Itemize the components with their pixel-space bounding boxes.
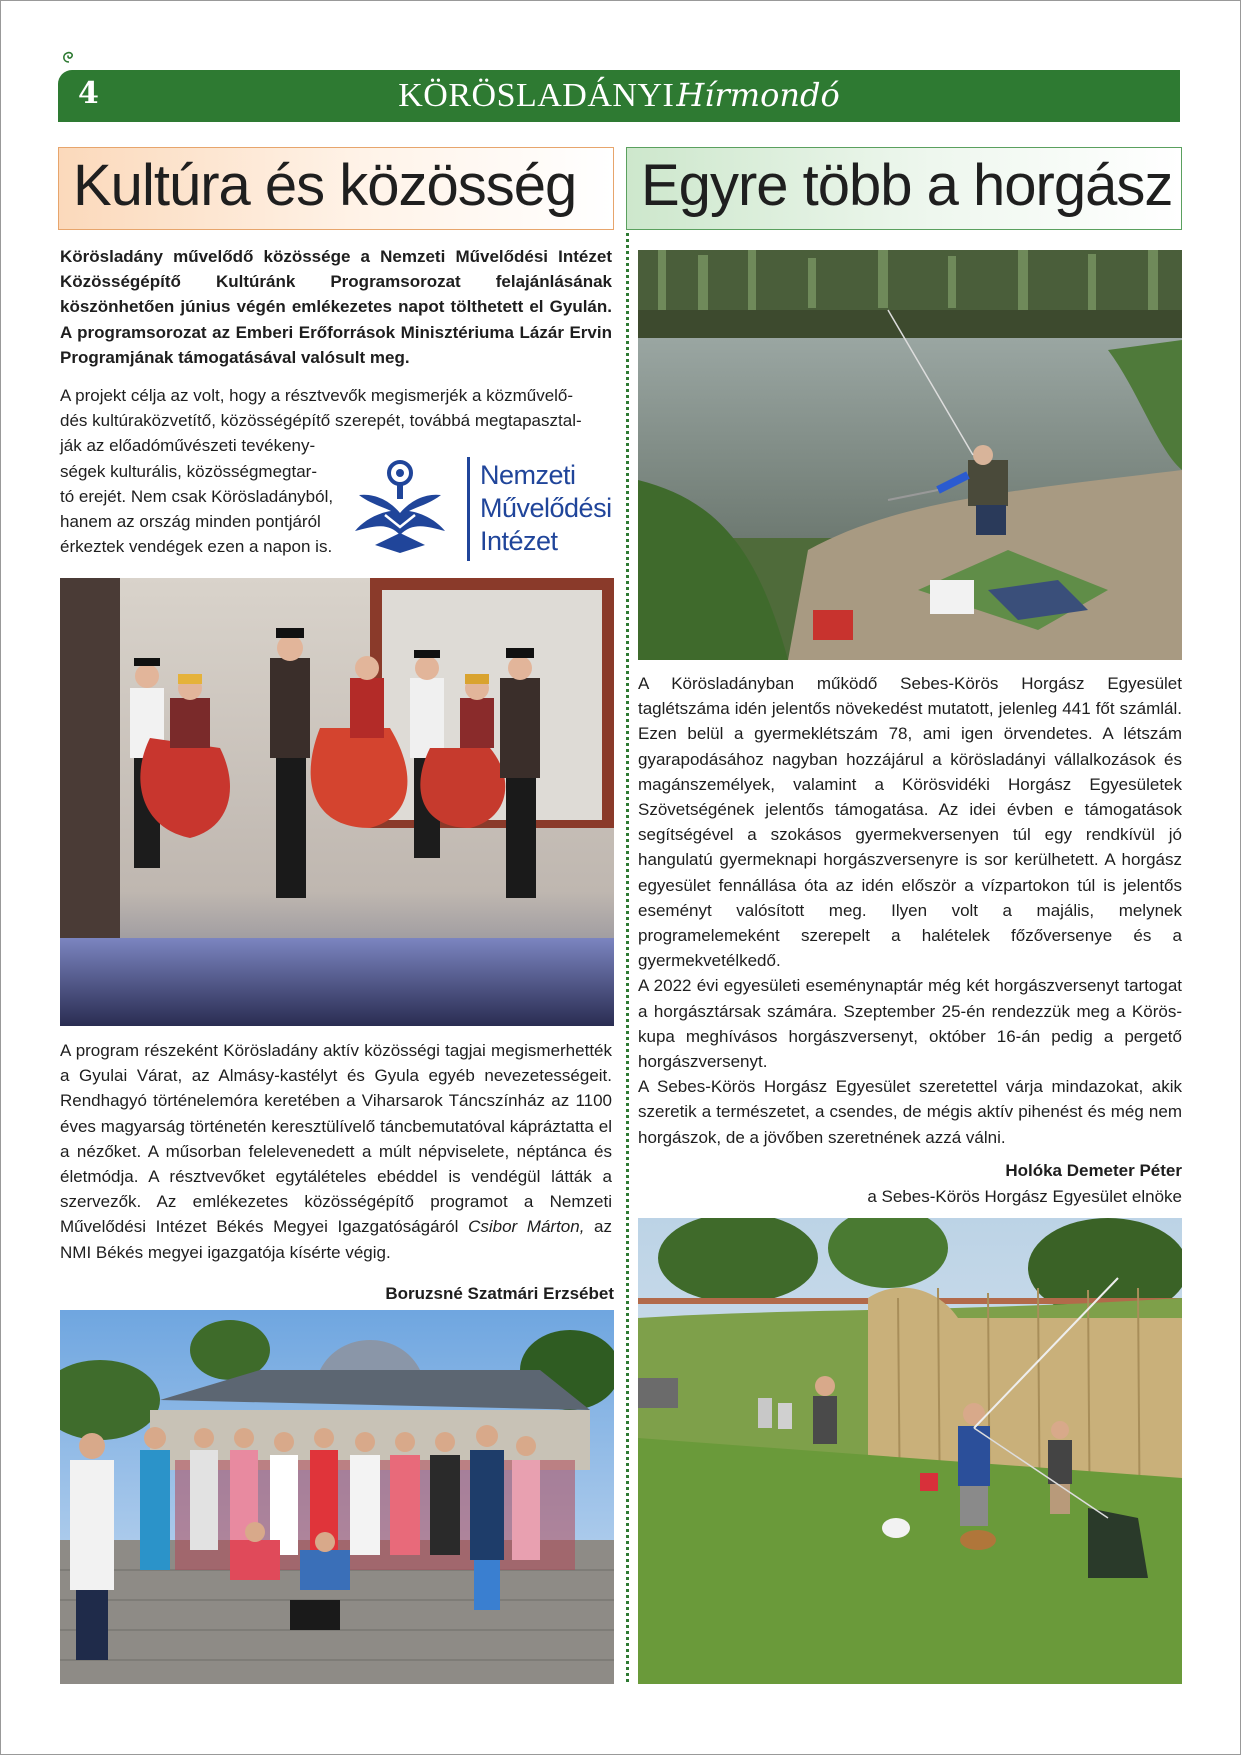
- logo-line: Művelődési: [480, 493, 612, 523]
- intro-line: érkeztek vendégek ezen a napon is.: [60, 537, 333, 557]
- intro-line: ségek kulturális, közösségmegtar-: [60, 461, 318, 481]
- right-article-title-box: [626, 147, 1182, 230]
- intro-line: hanem az ország minden pontjáról: [60, 512, 321, 532]
- right-article-para2: A 2022 évi egyesületi eseménynaptár még két horgászversenyt tartogat a horgásztársak számára. Szeptember 25-én rendezzük meg a Körös-kupa meghívásos horgászversenyt, október 16-án pedig a pergető horgászversenyt.: [638, 976, 1182, 1072]
- left-article-title: Kultúra és közösség: [73, 153, 577, 218]
- nmi-emblem-icon: [345, 455, 455, 567]
- intro-line: dés kultúraközvetítő, közösségépítő szerepét, továbbá megtapasztal-: [60, 411, 582, 431]
- left-article-body: [60, 1038, 612, 1265]
- angler-river-photo: [638, 250, 1182, 660]
- masthead-script: Hírmondó: [676, 76, 840, 114]
- right-article-author-role: a Sebes-Körös Horgász Egyesület elnöke: [867, 1187, 1182, 1206]
- left-article-author: Boruzsné Szatmári Erzsébet: [385, 1284, 614, 1303]
- children-fishing-photo: [638, 1218, 1182, 1684]
- column-divider: [626, 150, 629, 1682]
- right-article-author: Holóka Demeter Péter: [1005, 1161, 1182, 1180]
- group-photo: [60, 1310, 614, 1684]
- page-number: 4: [78, 76, 99, 111]
- left-article-cite: Csibor Márton,: [468, 1217, 585, 1237]
- intro-line: ják az előadóművészeti tevékeny-: [60, 436, 316, 456]
- left-article-para2: A program részeként Körösladány aktív közösségi tagjai megismerhették a Gyulai Várat, az Almásy-kastélyt és Gyula egyéb nevezetességeit. Rendhagyó történelemóra keretében a Viharsarok Táncszínház az 1100 éves magyarság történetén keresztülívelő táncbemutatóval kápráztatta el a nézőket. A műsorban felelevenedett a múlt népviselete, néptánca és életmódja. A résztvevőket egytálételes ebéddel is vendégül látták a szervezők. Az emlékezetes közösségépítő programot a Nemzeti Művelődési Intézet Békés Megyei Igazgatóságáról: [60, 1041, 612, 1237]
- intro-line: A projekt célja az volt, hogy a résztvevők megismerjék a közművelő-: [60, 386, 574, 405]
- right-article-para3: A Sebes-Körös Horgász Egyesület szeretettel várja mindazokat, akik szeretik a természetet, a csendes, de mégis aktív pihenést és még nem horgászok, de a jövőben szeretnének azzá válni.: [638, 1077, 1182, 1147]
- header-bar: [58, 70, 1180, 122]
- masthead-title: KÖRÖSLADÁNYI: [398, 77, 675, 114]
- nmi-logo: [345, 455, 615, 567]
- logo-line: Intézet: [480, 526, 558, 556]
- nmi-logo-text: [480, 459, 612, 558]
- masthead: [58, 76, 1180, 115]
- left-article-para2-end: az NMI Békés megyei igazgatója kísérte végig.: [60, 1217, 612, 1262]
- folk-dance-photo: [60, 578, 614, 1026]
- logo-separator: [467, 457, 470, 561]
- logo-line: Nemzeti: [480, 460, 576, 490]
- swirl-ornament-icon: [60, 50, 78, 64]
- right-article-title: Egyre több a horgász: [641, 153, 1173, 218]
- left-article-title-box: [58, 147, 614, 230]
- intro-line: tó erejét. Nem csak Körösladányból,: [60, 486, 334, 506]
- right-article-para1: A Körösladányban működő Sebes-Körös Horgász Egyesület taglétszáma idén jelentős növekedést mutatott, jelenleg 441 főt számlál. Ezen belül a gyermeklétszám 78, ami igen örvendetes. A létszám gyarapodásához nagyban hozzájárul a körösladányi vállalkozások és magánszemélyek, valamint a Körösvidéki Horgász Egyesületek Szövetségének jelentős támogatása. Az idei évben e támogatások segítségével a szokásos gyermekversenyen túl egy rendkívül jó hangulatú gyermeknapi horgászversenyre is sor kerülhetett. A horgász egyesület fennállása óta az idén először a vízpartokon túl is jelentős eseményt valósított meg. Ilyen volt a majális, melynek programelemeként szerepelt a halételek főzőversenye és a gyermekvetélkedő.: [638, 674, 1182, 971]
- right-article-body: [638, 671, 1182, 1150]
- left-article-lead: Körösladány művelődő közössége a Nemzeti Művelődési Intézet Közösségépítő Kultúránk Programsorozat felajánlásának köszönhetően június végén emlékezetes napot tölthetett el Gyulán. A programsorozat az Emberi Erőforrások Minisztériuma Lázár Ervin Programjának támogatásával valósult meg.: [60, 247, 612, 367]
